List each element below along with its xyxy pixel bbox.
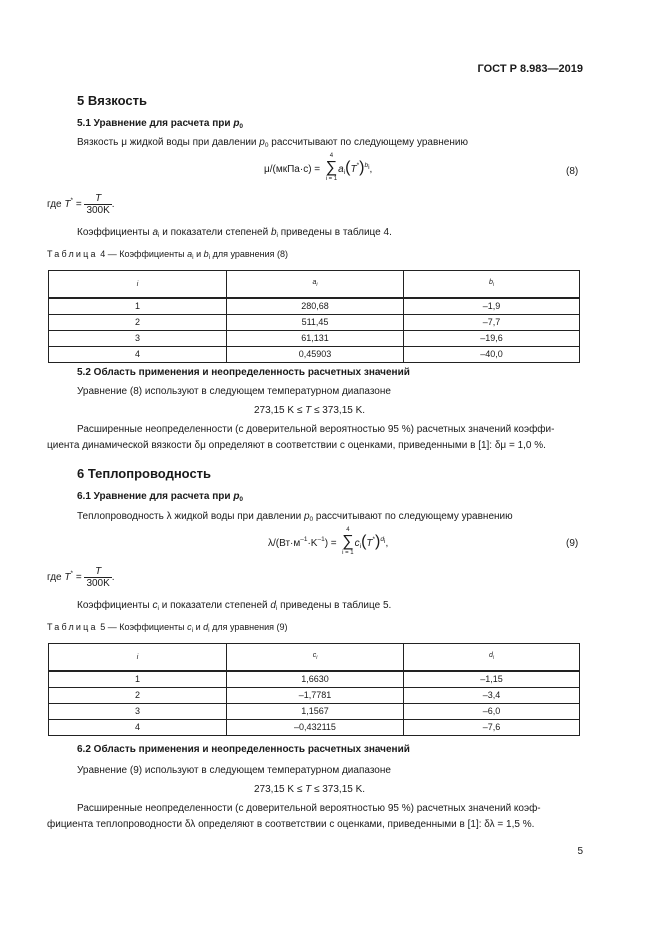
range-intro-5: Уравнение (8) используют в следующем температурном диапазоне bbox=[77, 386, 391, 397]
uncertainty-line-2: циента динамической вязкости δμ определяют в соответствии с оценками, приведенными в [1]: δμ = 1,0 %. bbox=[47, 440, 546, 451]
table-row: 2 –1,7781 –3,4 bbox=[49, 688, 580, 704]
equation-8: μ/(мкПа·с) = 4 ∑ i = 1 $a_i(T^*)^{b_i}$, bbox=[264, 153, 373, 182]
table-5-caption: Таблица 5 — Коэффициенты $c_i$ и $d_i$ для уравнения (9) bbox=[47, 622, 288, 634]
where-clause-6: где T* = $\frac{T}{300K}$ . bbox=[47, 566, 115, 589]
subsection-5-1-title: 5.1 Уравнение для расчета при $p_0$ bbox=[77, 118, 244, 130]
section-6-title: 6 Теплопроводность bbox=[77, 466, 212, 481]
table-row: 4 –0,432115 –7,6 bbox=[49, 720, 580, 736]
uncertainty-line-2: фициента теплопроводности δλ определяют в соответствии с оценками, приведенными в [1]: δλ = 1,5 %. bbox=[47, 819, 535, 830]
header-b: $b_i$ bbox=[404, 271, 580, 299]
where-clause-5: где T* = $\frac{T}{300K}$ . bbox=[47, 193, 115, 216]
equation-8-number: (8) bbox=[566, 166, 579, 177]
sum-sign: 4 ∑ i = 1 bbox=[325, 153, 338, 182]
table-4-caption: Таблица 4 — Коэффициенты $a_i$ и $b_i$ для уравнения (8) bbox=[47, 249, 289, 261]
subsection-6-1-title: 6.1 Уравнение для расчета при $p_0$ bbox=[77, 491, 244, 503]
header-i: i bbox=[49, 271, 227, 299]
coefficients-note-5: Коэффициенты $a_i$ и показатели степеней $b_i$ приведены в таблице 4. bbox=[77, 227, 392, 239]
temperature-range-5: 273,15 K ≤ T ≤ 373,15 K. bbox=[254, 405, 366, 416]
viscosity-intro: Вязкость μ жидкой воды при давлении $p_0$ рассчитывают по следующему уравнению bbox=[77, 137, 468, 149]
conductivity-intro: Теплопроводность λ жидкой воды при давлении $p_0$ рассчитывают по следующему уравнению bbox=[77, 511, 513, 523]
subsection-6-2-title: 6.2 Область применения и неопределенность расчетных значений bbox=[77, 744, 410, 755]
header-a: $a_i$ bbox=[227, 271, 404, 299]
table-row: 3 1,1567 –6,0 bbox=[49, 704, 580, 720]
equation-9-number: (9) bbox=[566, 538, 579, 549]
header-d: $d_i$ bbox=[404, 644, 580, 672]
equation-9: $\lambda/(Вт\cdot м^{-1}\cdot K^{-1})$ = 4 ∑ i = 1 $c_i(T^*)^{d_i}$, bbox=[268, 527, 389, 556]
table-row: 2 511,45 –7,7 bbox=[49, 315, 580, 331]
range-intro-6: Уравнение (9) используют в следующем температурном диапазоне bbox=[77, 765, 391, 776]
table-4 bbox=[48, 270, 580, 363]
table-5 bbox=[48, 643, 580, 736]
table-header-row bbox=[49, 271, 580, 299]
subsection-5-2-title: 5.2 Область применения и неопределенность расчетных значений bbox=[77, 367, 410, 378]
table-row: 1 1,6630 –1,15 bbox=[49, 671, 580, 688]
fraction-t-over-300k: $\frac{T}{300K}$ bbox=[86, 566, 110, 589]
section-5-title: 5 Вязкость bbox=[77, 93, 147, 108]
sum-sign: 4 ∑ i = 1 bbox=[342, 527, 354, 556]
table-row: 3 61,131 –19,6 bbox=[49, 331, 580, 347]
uncertainty-line-1: Расширенные неопределенности (с доверительной вероятностью 95 %) расчетных значений коэф- bbox=[77, 803, 541, 814]
document-code: ГОСТ Р 8.983—2019 bbox=[477, 63, 583, 75]
table-header-row bbox=[49, 644, 580, 672]
table-row: 4 0,45903 –40,0 bbox=[49, 347, 580, 363]
coefficients-note-6: Коэффициенты $c_i$ и показатели степеней $d_i$ приведены в таблице 5. bbox=[77, 600, 392, 612]
fraction-t-over-300k: $\frac{T}{300K}$ bbox=[86, 193, 110, 216]
table-row: 1 280,68 –1,9 bbox=[49, 298, 580, 315]
page-number: 5 bbox=[577, 846, 583, 857]
header-i: i bbox=[49, 644, 227, 672]
uncertainty-line-1: Расширенные неопределенности (с доверительной вероятностью 95 %) расчетных значений коэффи- bbox=[77, 424, 555, 435]
header-c: $c_i$ bbox=[227, 644, 404, 672]
temperature-range-6: 273,15 K ≤ T ≤ 373,15 K. bbox=[254, 784, 366, 795]
